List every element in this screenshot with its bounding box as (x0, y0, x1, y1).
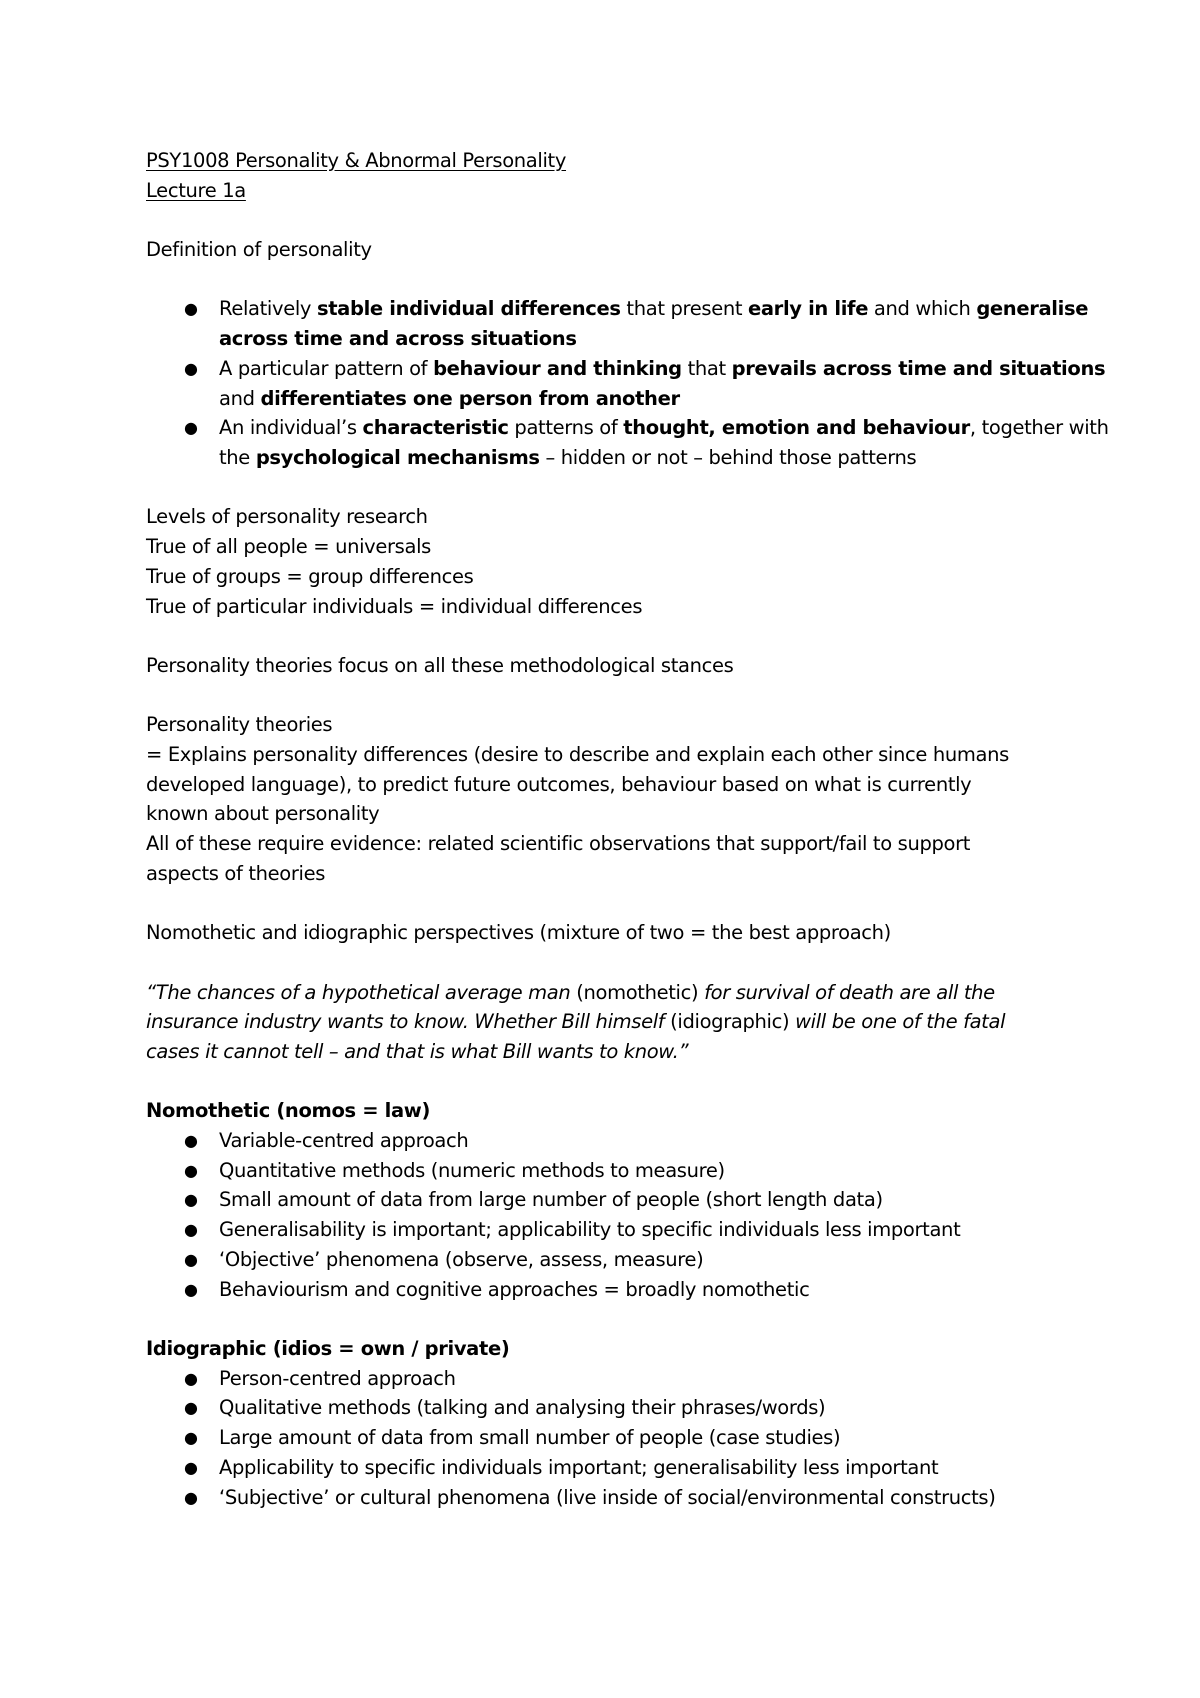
text-run: A particular pattern of (219, 356, 434, 380)
list-item (146, 1126, 1110, 1156)
text-run: insurance industry wants to know. Whether Bill himself (146, 1010, 671, 1034)
text-run: An individual’s (219, 416, 363, 440)
list-item-text: Generalisability is important; applicability to specific individuals less important (219, 1218, 961, 1242)
bullet-icon: ● (184, 418, 198, 438)
bullet-icon: ● (184, 358, 198, 378)
bullet-icon: ● (184, 1428, 198, 1448)
theories-line: developed language), to predict future outcomes, behaviour based on what is currently (146, 772, 972, 796)
list-item-text: Applicability to specific individuals important; generalisability less important (219, 1455, 939, 1479)
bullet-icon: ● (184, 1131, 198, 1151)
list-item-text: ‘Subjective’ or cultural phenomena (live inside of social/environmental constructs) (219, 1485, 996, 1509)
text-run: thought, emotion and behaviour (623, 416, 970, 440)
theories-heading: Personality theories (146, 713, 333, 737)
bullet-icon: ● (184, 1220, 198, 1240)
course-title: PSY1008 Personality & Abnormal Personality (146, 149, 567, 172)
text-run: that present (620, 297, 748, 321)
text-run: early in life (748, 297, 869, 321)
bullet-icon: ● (184, 1368, 198, 1388)
list-item-text (219, 416, 1109, 469)
text-run: for survival of death are all the (704, 980, 995, 1004)
text-run: stable individual differences (316, 297, 621, 321)
spacer (146, 621, 1110, 651)
list-item (146, 1453, 1110, 1483)
quote-line (146, 1037, 1110, 1067)
perspectives-heading: Nomothetic and idiographic perspectives (mixture of two = the best approach) (146, 921, 891, 945)
list-item-text: ‘Objective’ phenomena (observe, assess, measure) (219, 1247, 704, 1271)
list-item-text (219, 297, 1088, 350)
list-item (146, 1423, 1110, 1453)
theories-line: known about personality (146, 802, 380, 826)
text-run: , together with the (219, 416, 1109, 469)
spacer (146, 681, 1110, 711)
text-run: prevails across time and situations (731, 356, 1106, 380)
idiographic-heading: Idiographic (idios = own / private) (146, 1336, 510, 1360)
definition-list (146, 294, 1110, 472)
nomothetic-list (146, 1126, 1110, 1304)
definition-heading: Definition of personality (146, 238, 372, 262)
theories-line: aspects of theories (146, 861, 326, 885)
bullet-icon: ● (184, 1249, 198, 1269)
spacer (146, 205, 1110, 235)
theories-line: = Explains personality differences (desire to describe and explain each other since humans (146, 742, 1009, 766)
spacer (146, 473, 1110, 503)
list-item (146, 1215, 1110, 1245)
list-item (146, 1275, 1110, 1305)
stances-text: Personality theories focus on all these methodological stances (146, 653, 734, 677)
lecture-title: Lecture 1a (146, 178, 246, 202)
levels-line: True of groups = group differences (146, 564, 474, 588)
list-item (146, 413, 1110, 472)
levels-line: True of particular individuals = individual differences (146, 594, 643, 618)
list-item (146, 1364, 1110, 1394)
spacer (146, 1067, 1110, 1097)
bullet-icon: ● (184, 1398, 198, 1418)
list-item (146, 1185, 1110, 1215)
list-item-text (219, 357, 1105, 410)
theories-line: All of these require evidence: related scientific observations that support/fail to support (146, 832, 971, 856)
bullet-icon: ● (184, 1160, 198, 1180)
text-run: – hidden or not – behind those patterns (539, 446, 917, 469)
levels-line: True of all people = universals (146, 535, 431, 559)
text-run: psychological mechanisms (255, 446, 540, 469)
spacer (146, 265, 1110, 295)
list-item-text: Small amount of data from large number of people (short length data) (219, 1188, 883, 1212)
text-run: “The chances of a hypothetical average man (146, 980, 577, 1004)
idiographic-list (146, 1364, 1110, 1513)
text-run: behaviour and thinking (433, 356, 682, 380)
list-item-text: Quantitative methods (numeric methods to measure) (219, 1158, 725, 1182)
spacer (146, 1304, 1110, 1334)
text-run: (idiographic) (670, 1010, 796, 1034)
text-run: generalise across time and across situations (219, 297, 1089, 351)
text-run: and which (868, 297, 977, 321)
list-item-text: Person-centred approach (219, 1366, 456, 1390)
text-run: patterns of (508, 416, 624, 440)
nomothetic-heading: Nomothetic (nomos = law) (146, 1099, 431, 1123)
spacer (146, 948, 1110, 978)
bullet-icon: ● (184, 1279, 198, 1299)
list-item-text: Behaviourism and cognitive approaches = broadly nomothetic (219, 1277, 810, 1301)
bullet-icon: ● (184, 1190, 198, 1210)
list-item (146, 1156, 1110, 1186)
text-run: characteristic (362, 416, 509, 440)
bullet-icon: ● (184, 1457, 198, 1477)
quote-block (146, 978, 1110, 1067)
list-item (146, 294, 1110, 353)
text-run: Relatively (219, 297, 317, 321)
list-item (146, 1393, 1110, 1423)
levels-heading: Levels of personality research (146, 505, 428, 529)
list-item-text: Large amount of data from small number of people (case studies) (219, 1426, 841, 1450)
text-run: will be one of the fatal (795, 1010, 1006, 1034)
quote-line (146, 1007, 1110, 1037)
list-item (146, 354, 1110, 413)
text-run: (nomothetic) (576, 980, 705, 1004)
text-run: and (219, 386, 261, 410)
text-run: differentiates one person from another (260, 386, 680, 410)
bullet-icon: ● (184, 1487, 198, 1507)
quote-line (146, 978, 1110, 1008)
list-item-text: Qualitative methods (talking and analysing their phrases/words) (219, 1396, 826, 1420)
bullet-icon: ● (184, 299, 198, 319)
list-item-text: Variable-centred approach (219, 1129, 469, 1153)
spacer (146, 889, 1110, 919)
list-item (146, 1245, 1110, 1275)
list-item (146, 1483, 1110, 1513)
text-run: cases it cannot tell – and that is what Bill wants to know.” (146, 1039, 689, 1063)
text-run: that (681, 356, 732, 380)
